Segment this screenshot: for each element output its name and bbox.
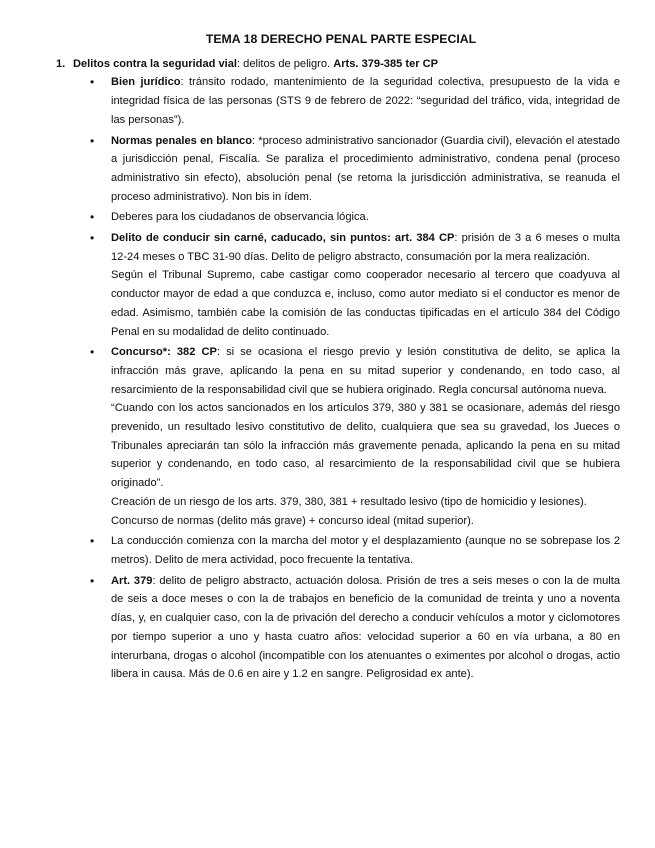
section-number: 1. <box>56 57 66 70</box>
bullet-list <box>59 73 620 684</box>
item-label: Delito de conducir sin carné, caducado, sin puntos: art. 384 CP <box>111 232 455 245</box>
list-item-conducir-sin-carne <box>111 229 620 341</box>
item-paragraph: Creación de un riesgo de los arts. 379, 380, 381 + resultado lesivo (tipo de homicidio y lesiones). <box>111 495 587 508</box>
list-item-art-379 <box>111 572 620 684</box>
list-item-bien-juridico <box>111 73 620 129</box>
item-text: • Deberes para los ciudadanos de observancia lógica. <box>111 211 369 224</box>
item-text: : si se ocasiona el riesgo previo y lesión constitutiva de delito, se aplica la infracción más grave, aplicando la pena en su mitad superior y condenando, en todo caso, al resarcimiento de la responsabilidad civil que se hubiera originado. Regla concursal autónoma nueva. <box>111 346 620 396</box>
item-text: : *proceso administrativo sancionador (Guardia civil), elevación el atestado a jurisdicción penal, Fiscalía. Se paraliza el procedimiento administrativo, condena penal (proceso administrativo sin efecto), absolución penal (se retoma la jurisdicción administrativa, se reanuda el proceso administrativo). Non bis in ídem. <box>111 134 620 203</box>
list-item-concurso <box>111 343 620 530</box>
list-item-deberes <box>111 208 620 227</box>
item-label: Normas penales en blanco <box>111 134 252 147</box>
section-title: Delitos contra la seguridad vial <box>73 57 237 70</box>
item-text: : delito de peligro abstracto, actuación dolosa. Prisión de tres a seis meses o con la de multa de seis a doce meses o con la de trabajos en beneficio de la comunidad de treinta y uno a noventa días, y, en cualquier caso, con la de privación del derecho a conducir vehículos a motor y ciclomotores por tiempo superior a uno y hasta cuatro años: velocidad superior a 60 en vía urbana, a 80 en interurbana, drogas o alcohol (incompatible con los atenuantes o eximentes por alcohol o drogas, actio libera in causa. Más de 0.6 en aire y 1.2 en sangre. Peligrosidad ex ante). <box>111 574 621 681</box>
item-label: Art. 379 <box>111 574 153 587</box>
list-item-conduccion <box>111 532 620 569</box>
item-text: • La conducción comienza con la marcha del motor y el desplazamiento (aunque no se sobrepase los 2 metros). Delito de mera actividad, poco frecuente la tentativa. <box>111 535 620 566</box>
section-heading <box>56 55 620 74</box>
item-text: : tránsito rodado, mantenimiento de la seguridad colectiva, presupuesto de la vida e integridad física de las personas (STS 9 de febrero de 2022: “seguridad del tráfico, vida, integridad de las personas”). <box>111 76 620 126</box>
item-paragraph: Concurso de normas (delito más grave) + concurso ideal (mitad superior). <box>111 514 474 527</box>
item-text: : prisión de 3 a 6 meses o multa 12-24 meses o TBC 31-90 días. Delito de peligro abstracto, consumación por la mera realización. <box>111 232 620 263</box>
item-label: Concurso*: 382 CP <box>111 346 217 359</box>
list-item-normas-penales <box>111 132 620 207</box>
page-title: TEMA 18 DERECHO PENAL PARTE ESPECIAL <box>205 32 477 46</box>
section-subtitle: : delitos de peligro. <box>237 57 334 70</box>
section-articles: Arts. 379-385 ter CP <box>333 57 439 70</box>
item-paragraph: Según el Tribunal Supremo, cabe castigar como cooperador necesario al tercero que coadyuva al conductor mayor de edad a que conduzca e, incluso, como autor mediato si el conductor es menor de edad. Asimismo, también cabe la comisión de las conductas tipificadas en el artículo 384 del Código Penal en su modalidad de delito continuado. <box>111 269 620 338</box>
item-quote: “Cuando con los actos sancionados en los artículos 379, 380 y 381 se ocasionare, además del riesgo prevenido, un resultado lesivo constitutivo de delito, cualquiera que sea su gravedad, los Jueces o Tribunales apreciarán tan sólo la infracción más gravemente penada, aplicando la pena en su mitad superior y condenando, en todo caso, al resarcimiento de la responsabilidad civil que se hubiera originado”. <box>111 402 620 490</box>
item-label: Bien jurídico <box>111 76 181 89</box>
